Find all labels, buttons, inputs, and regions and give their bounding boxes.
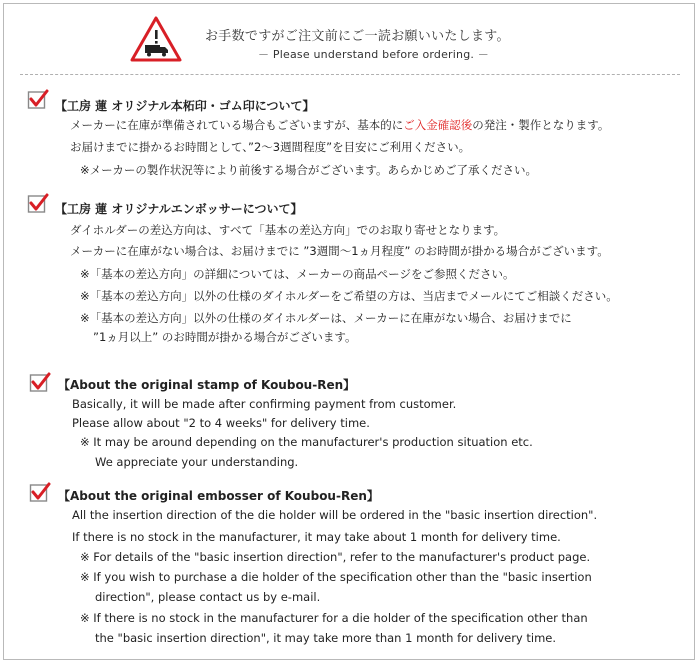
embosser-en-line-1: All the insertion direction of the die holder will be ordered in the "basic insertion direction". (72, 508, 598, 522)
checkbox-icon (27, 89, 49, 111)
section-title-embosser-ja: 【工房 蓮 オリジナルエンボッサーについて】 (55, 202, 303, 216)
embosser-ja-note-1: ※「基本の差込方向」の詳細については、メーカーの商品ページをご参照ください。 (80, 267, 515, 281)
embosser-en-note-2: ※ If you wish to purchase a die holder of the specification other than the "basic insertion (80, 570, 592, 584)
section-title-stamp-en: 【About the original stamp of Koubou-Ren】 (58, 378, 356, 392)
embosser-ja-line-1: ダイホルダーの差込方向は、すべて「基本の差込方向」でのお取り寄せとなります。 (70, 223, 506, 237)
section-title-stamp-ja: 【工房 蓮 オリジナル本柘印・ゴム印について】 (55, 99, 315, 113)
payment-confirmation-highlight: ご入金確認後 (403, 118, 473, 132)
header-divider (20, 74, 680, 75)
notice-title-ja: お手数ですがご注文前にご一読お願いいたします。 (205, 29, 510, 44)
embosser-ja-note-2: ※「基本の差込方向」以外の仕様のダイホルダーをご希望の方は、当店までメールにてご相談ください。 (80, 289, 618, 303)
stamp-en-line-1: Basically, it will be made after confirming payment from customer. (72, 397, 457, 411)
notice-title-en: － Please understand before ordering. － (258, 48, 489, 61)
embosser-en-note-3-cont: the "basic insertion direction", it may take more than 1 month for delivery time. (95, 631, 557, 645)
stamp-en-note: ※ It may be around depending on the manufacturer's production situation etc. (80, 435, 533, 449)
embosser-en-note-1: ※ For details of the "basic insertion direction", refer to the manufacturer's product page. (80, 550, 591, 564)
stamp-en-note-cont: We appreciate your understanding. (95, 455, 299, 469)
section-title-embosser-en: 【About the original embosser of Koubou-Ren】 (58, 489, 379, 503)
embosser-ja-line-2: メーカーに在庫がない場合は、お届けまでに ”3週間～1ヵ月程度” のお時間が掛かる場合がございます。 (70, 244, 609, 258)
stamp-ja-note: ※メーカーの製作状況等により前後する場合がございます。あらかじめご了承ください。 (80, 163, 537, 177)
embosser-ja-note-3-cont: ”1ヵ月以上” のお時間が掛かる場合がございます。 (93, 330, 357, 344)
checkbox-icon (27, 193, 49, 215)
embosser-en-note-2-cont: direction", please contact us by e-mail. (95, 590, 321, 604)
embosser-en-note-3: ※ If there is no stock in the manufacturer for a die holder of the specification other than (80, 611, 588, 625)
stamp-ja-line-2: お届けまでに掛かるお時間として、”2～3週間程度”を目安にご利用ください。 (70, 140, 471, 154)
embosser-en-line-2: If there is no stock in the manufacturer, it may take about 1 month for delivery time. (72, 530, 561, 544)
stamp-en-line-2: Please allow about "2 to 4 weeks" for delivery time. (72, 416, 370, 430)
checkbox-icon (29, 482, 51, 504)
stamp-ja-line-1: メーカーに在庫が準備されている場合もございますが、基本的にご入金確認後の発注・製作となります。 (70, 118, 610, 132)
checkbox-icon (29, 372, 51, 394)
embosser-ja-note-3: ※「基本の差込方向」以外の仕様のダイホルダーは、メーカーに在庫がない場合、お届けまでに (80, 311, 572, 325)
notice-header (0, 0, 700, 75)
truck-warning-icon (130, 16, 182, 62)
